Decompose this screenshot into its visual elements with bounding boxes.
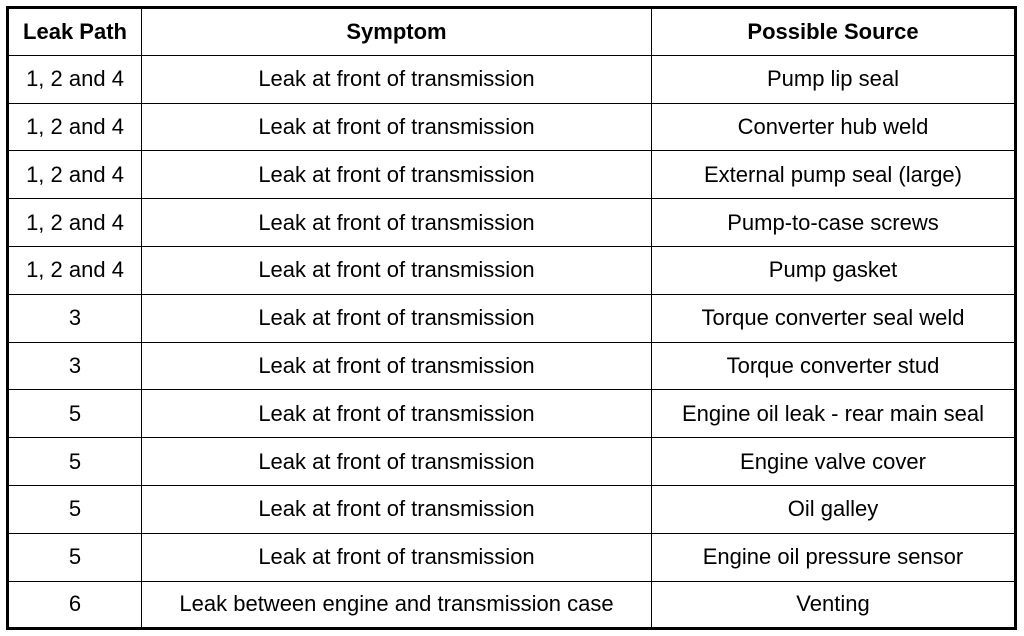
table-row — [8, 103, 1016, 151]
possible-source-cell: Torque converter stud — [652, 342, 1016, 390]
symptom-cell: Leak at front of transmission — [142, 342, 652, 390]
possible-source-cell: Pump lip seal — [652, 55, 1016, 103]
table-row — [8, 246, 1016, 294]
leak-path-cell: 1, 2 and 4 — [8, 151, 142, 199]
table-row — [8, 199, 1016, 247]
table-row — [8, 294, 1016, 342]
symptom-cell: Leak at front of transmission — [142, 485, 652, 533]
header-possible-source: Possible Source — [652, 8, 1016, 56]
leak-path-cell: 5 — [8, 533, 142, 581]
header-row — [8, 8, 1016, 56]
symptom-cell: Leak at front of transmission — [142, 199, 652, 247]
leak-path-cell: 6 — [8, 581, 142, 629]
leak-path-cell: 3 — [8, 294, 142, 342]
possible-source-cell: Engine valve cover — [652, 438, 1016, 486]
possible-source-cell: Pump gasket — [652, 246, 1016, 294]
leak-path-cell: 5 — [8, 485, 142, 533]
symptom-cell: Leak at front of transmission — [142, 533, 652, 581]
table-row — [8, 151, 1016, 199]
leak-path-cell: 1, 2 and 4 — [8, 55, 142, 103]
header-leak-path: Leak Path — [8, 8, 142, 56]
table-row — [8, 438, 1016, 486]
table-row — [8, 342, 1016, 390]
table-row — [8, 485, 1016, 533]
symptom-cell: Leak at front of transmission — [142, 294, 652, 342]
symptom-cell: Leak between engine and transmission case — [142, 581, 652, 629]
symptom-cell: Leak at front of transmission — [142, 390, 652, 438]
leak-diagnosis-table — [6, 6, 1017, 630]
possible-source-cell: Engine oil leak - rear main seal — [652, 390, 1016, 438]
possible-source-cell: External pump seal (large) — [652, 151, 1016, 199]
symptom-cell: Leak at front of transmission — [142, 55, 652, 103]
symptom-cell: Leak at front of transmission — [142, 103, 652, 151]
table-row — [8, 533, 1016, 581]
possible-source-cell: Oil galley — [652, 485, 1016, 533]
symptom-cell: Leak at front of transmission — [142, 151, 652, 199]
possible-source-cell: Pump-to-case screws — [652, 199, 1016, 247]
leak-path-cell: 1, 2 and 4 — [8, 199, 142, 247]
possible-source-cell: Venting — [652, 581, 1016, 629]
possible-source-cell: Engine oil pressure sensor — [652, 533, 1016, 581]
leak-path-cell: 5 — [8, 390, 142, 438]
symptom-cell: Leak at front of transmission — [142, 246, 652, 294]
table-row — [8, 55, 1016, 103]
symptom-cell: Leak at front of transmission — [142, 438, 652, 486]
leak-path-cell: 5 — [8, 438, 142, 486]
leak-diagnosis-table-container — [6, 6, 1014, 628]
possible-source-cell: Converter hub weld — [652, 103, 1016, 151]
table-row — [8, 390, 1016, 438]
table-row — [8, 581, 1016, 629]
possible-source-cell: Torque converter seal weld — [652, 294, 1016, 342]
leak-path-cell: 1, 2 and 4 — [8, 246, 142, 294]
leak-path-cell: 3 — [8, 342, 142, 390]
header-symptom: Symptom — [142, 8, 652, 56]
leak-path-cell: 1, 2 and 4 — [8, 103, 142, 151]
